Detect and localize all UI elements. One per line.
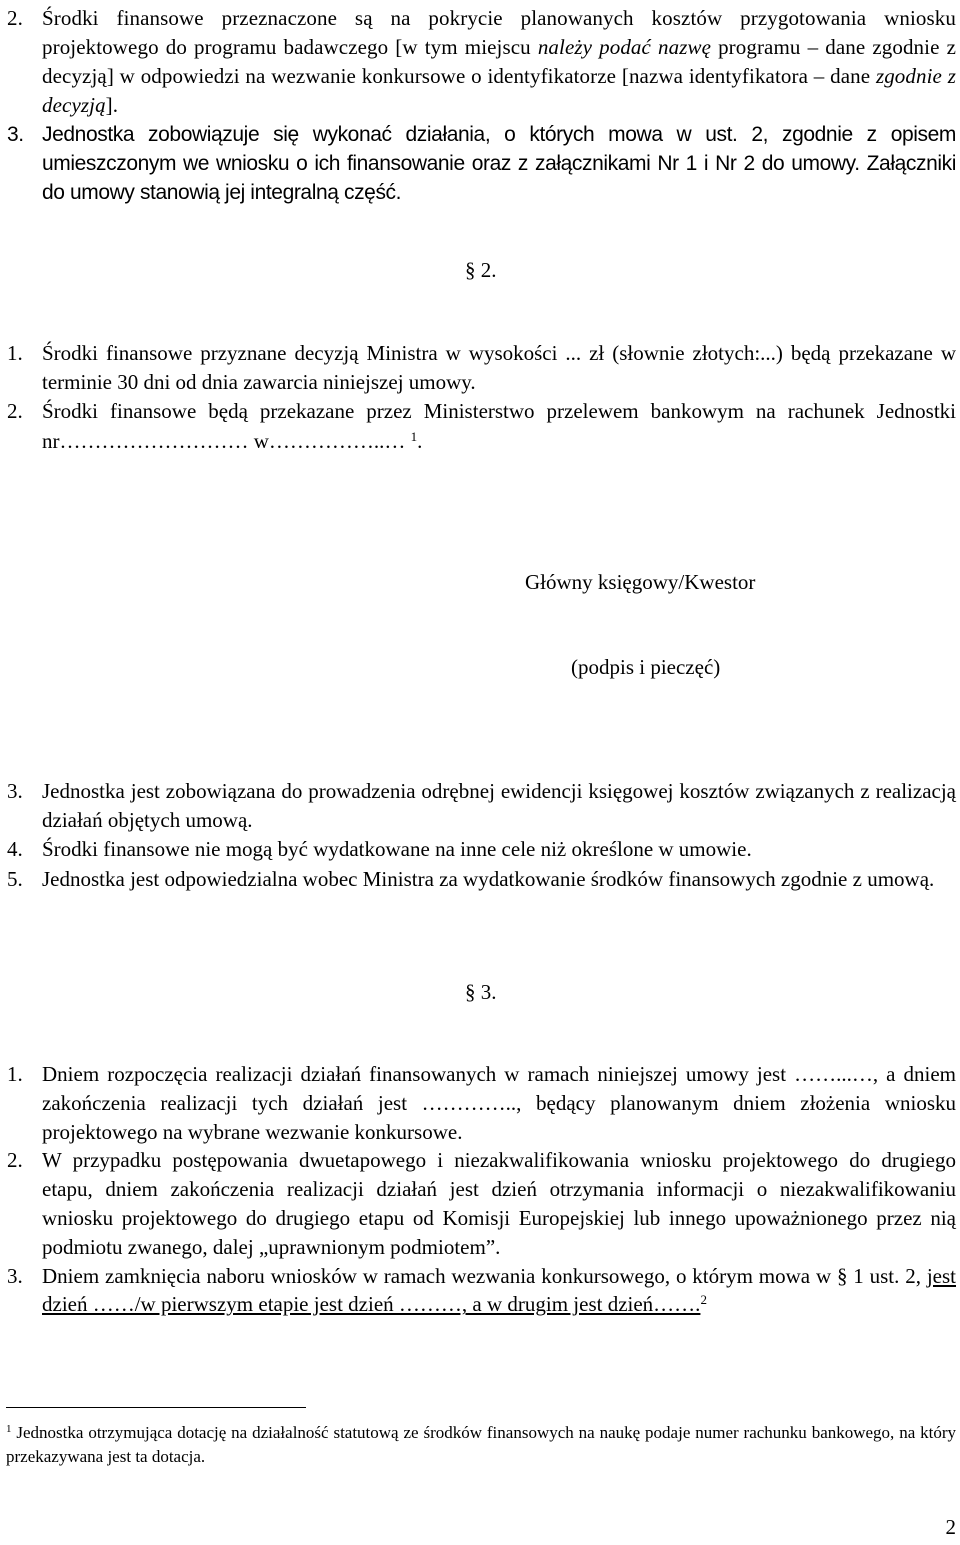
list-item: 3. Jednostka zobowiązuje się wykonać działania, o których mowa w ust. 2, zgodnie z opisem umieszczonym we wniosku o ich finansowanie oraz z załącznikami Nr 1 i Nr 2 do umowy. Załączniki do umowy stanowią jej integralną część. bbox=[7, 123, 956, 204]
footnote-separator bbox=[6, 1407, 306, 1408]
section-2-list-continued bbox=[0, 777, 960, 894]
list-item: 4. Środki finansowe nie mogą być wydatkowane na inne cele niż określone w umowie. bbox=[7, 837, 752, 862]
list-item: 3. Dniem zamknięcia naboru wniosków w ramach wezwania konkursowego, o którym mowa w § 1 ust. 2, jest dzień ……/w pierwszym etapie jest dzień ………, a w drugim jest dzień…….$^2$ bbox=[7, 1263, 956, 1317]
footnote-1: $^1$ Jednostka otrzymująca dotację na działalność statutową ze środków finansowych na naukę podaje numer rachunku bankowego, na który przekazywana jest ta dotacja. bbox=[6, 1423, 957, 1466]
section-1-list bbox=[0, 4, 960, 207]
signature-note: (podpis i pieczęć) bbox=[571, 655, 721, 679]
list-item: 5. Jednostka jest odpowiedzialna wobec Ministra za wydatkowanie środków finansowych zgodnie z umową. bbox=[7, 866, 935, 891]
list-item: 2. Środki finansowe przeznaczone są na pokrycie planowanych kosztów przygotowania wniosku projektowego do programu badawczego [w tym miejscu należy podać nazwę programu – dane zgodnie z decyzją] w odpowiedzi na wezwanie konkursowe o identyfikatorze [nazwa identyfikatora – dane zgodnie z decyzją]. bbox=[7, 6, 956, 117]
section-heading-2: § 2. bbox=[465, 258, 497, 282]
list-item: 2. W przypadku postępowania dwuetapowego i niezakwalifikowania wniosku projektowego do drugiego etapu, dniem zakończenia realizacji działań jest dzień otrzymania informacji o niezakwalifikowaniu wniosku projektowego do drugiego etapu od Komisji Europejskiej lub innego upoważnionego przez nią podmiotu zwanego, dalej „uprawnionym podmiotem”. bbox=[7, 1148, 956, 1259]
list-item: 2. Środki finansowe będą przekazane przez Ministerstwo przelewem bankowym na rachunek Jednostki nr……………………… w……………..… $^1$. bbox=[7, 399, 956, 453]
list-item: 1. Środki finansowe przyznane decyzją Ministra w wysokości ... zł (słownie złotych:...) będą przekazane w terminie 30 dni od dnia zawarcia niniejszej umowy. bbox=[7, 341, 956, 395]
list-item: 1. Dniem rozpoczęcia realizacji działań finansowanych w ramach niniejszej umowy jest ……...…, a dniem zakończenia realizacji tych działań jest ………….., będący planowanym dniem złożenia wniosku projektowego na wybrane wezwanie konkursowe. bbox=[7, 1062, 956, 1144]
signature-title: Główny księgowy/Kwestor bbox=[525, 570, 756, 594]
section-heading-3: § 3. bbox=[465, 980, 497, 1004]
section-3-list bbox=[0, 1060, 960, 1319]
list-item: 3. Jednostka jest zobowiązana do prowadzenia odrębnej ewidencji księgowej kosztów związanych z realizacją działań objętych umową. bbox=[7, 779, 956, 833]
page-number: 2 bbox=[945, 1515, 956, 1539]
section-2-list bbox=[0, 339, 960, 456]
